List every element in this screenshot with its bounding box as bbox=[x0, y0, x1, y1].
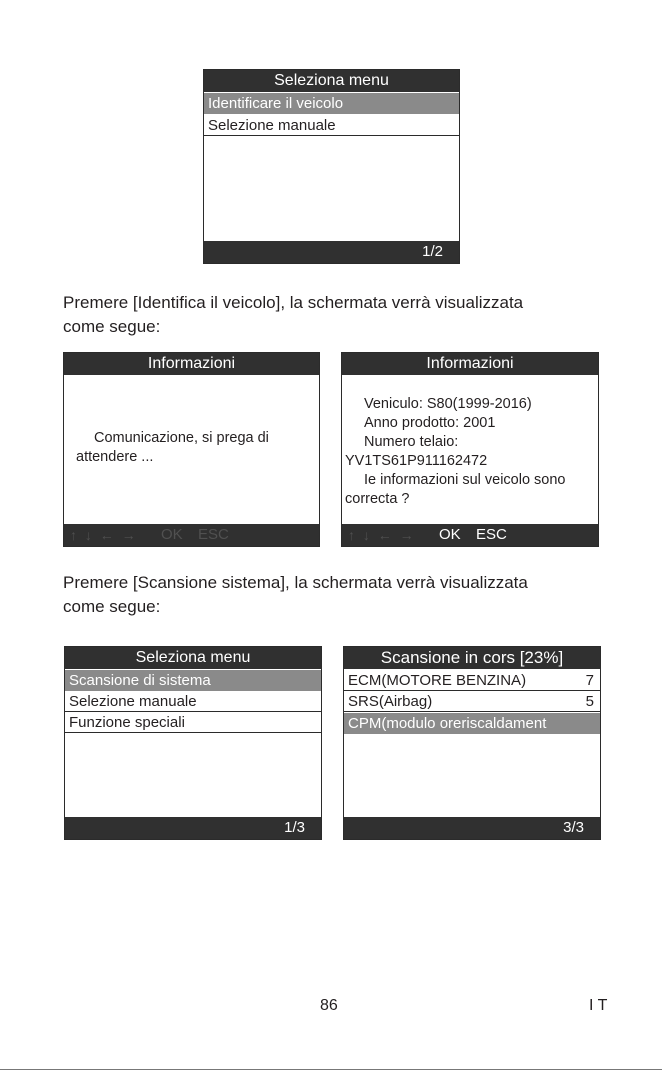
screen-title: Informazioni bbox=[64, 353, 319, 375]
screen-title: Seleziona menu bbox=[204, 70, 459, 92]
screen-select-menu-2 bbox=[64, 646, 322, 840]
module-name: ECM(MOTORE BENZINA) bbox=[348, 672, 527, 689]
instruction-line: Premere [Identifica il veicolo], la schermata verrà visualizzata bbox=[63, 293, 524, 312]
page-number: 86 bbox=[320, 997, 338, 1014]
message-line: Comunicazione, si prega di bbox=[94, 430, 269, 446]
arrow-keys-icon: ↑ ↓ ← → bbox=[70, 527, 138, 543]
menu-item-manual-selection[interactable]: Selezione manuale bbox=[65, 691, 321, 712]
bottom-rule bbox=[0, 1069, 662, 1070]
confirm-question: Ie informazioni sul veicolo sono bbox=[364, 472, 566, 488]
instruction-line: Premere [Scansione sistema], la schermata verrà visualizzata bbox=[63, 573, 528, 592]
vin-label: Numero telaio: bbox=[364, 434, 459, 450]
message-line: attendere ... bbox=[76, 449, 154, 465]
language-code: I T bbox=[589, 997, 608, 1014]
module-name: SRS(Airbag) bbox=[348, 693, 433, 710]
page-indicator: 1/2 bbox=[422, 243, 443, 260]
screen-title: Informazioni bbox=[342, 353, 598, 375]
ok-button[interactable]: OK bbox=[161, 526, 183, 543]
scan-row-ecm[interactable] bbox=[344, 670, 600, 691]
instruction-paragraph-2 bbox=[63, 571, 528, 619]
esc-button[interactable]: ESC bbox=[476, 526, 507, 543]
ok-button[interactable]: OK bbox=[439, 526, 461, 543]
scan-row-srs[interactable] bbox=[344, 691, 600, 712]
menu-item-system-scan[interactable]: Scansione di sistema bbox=[65, 670, 321, 691]
screen-title: Seleziona menu bbox=[65, 647, 321, 669]
page-indicator: 3/3 bbox=[563, 819, 584, 836]
screen-information-waiting bbox=[63, 352, 320, 547]
screen-scan-progress bbox=[343, 646, 601, 840]
key-bar bbox=[342, 524, 598, 546]
screen-select-menu-1 bbox=[203, 69, 460, 264]
status-bar bbox=[344, 817, 600, 839]
esc-button[interactable]: ESC bbox=[198, 526, 229, 543]
menu-item-special-functions[interactable]: Funzione speciali bbox=[65, 712, 321, 733]
instruction-paragraph-1 bbox=[63, 291, 523, 339]
instruction-line: come segue: bbox=[63, 317, 161, 336]
vehicle-model: Veniculo: S80(1999-2016) bbox=[364, 396, 532, 412]
page-indicator: 1/3 bbox=[284, 819, 305, 836]
status-bar bbox=[65, 817, 321, 839]
vin-value: YV1TS61P911162472 bbox=[345, 453, 488, 469]
key-bar bbox=[64, 524, 319, 546]
scan-row-cpm[interactable] bbox=[344, 713, 600, 734]
dtc-count: 7 bbox=[585, 672, 594, 689]
instruction-line: come segue: bbox=[63, 597, 161, 616]
production-year: Anno prodotto: 2001 bbox=[364, 415, 496, 431]
status-bar bbox=[204, 241, 459, 263]
module-name: CPM(modulo oreriscaldament bbox=[348, 715, 547, 732]
menu-item-identify-vehicle[interactable]: Identificare il veicolo bbox=[204, 93, 459, 114]
arrow-keys-icon: ↑ ↓ ← → bbox=[348, 527, 416, 543]
confirm-question-end: correcta ? bbox=[345, 491, 410, 507]
dtc-count: 5 bbox=[585, 693, 594, 710]
screen-title: Scansione in cors [23%] bbox=[344, 647, 600, 669]
screen-information-vehicle bbox=[341, 352, 599, 547]
menu-item-manual-selection[interactable]: Selezione manuale bbox=[204, 115, 459, 136]
